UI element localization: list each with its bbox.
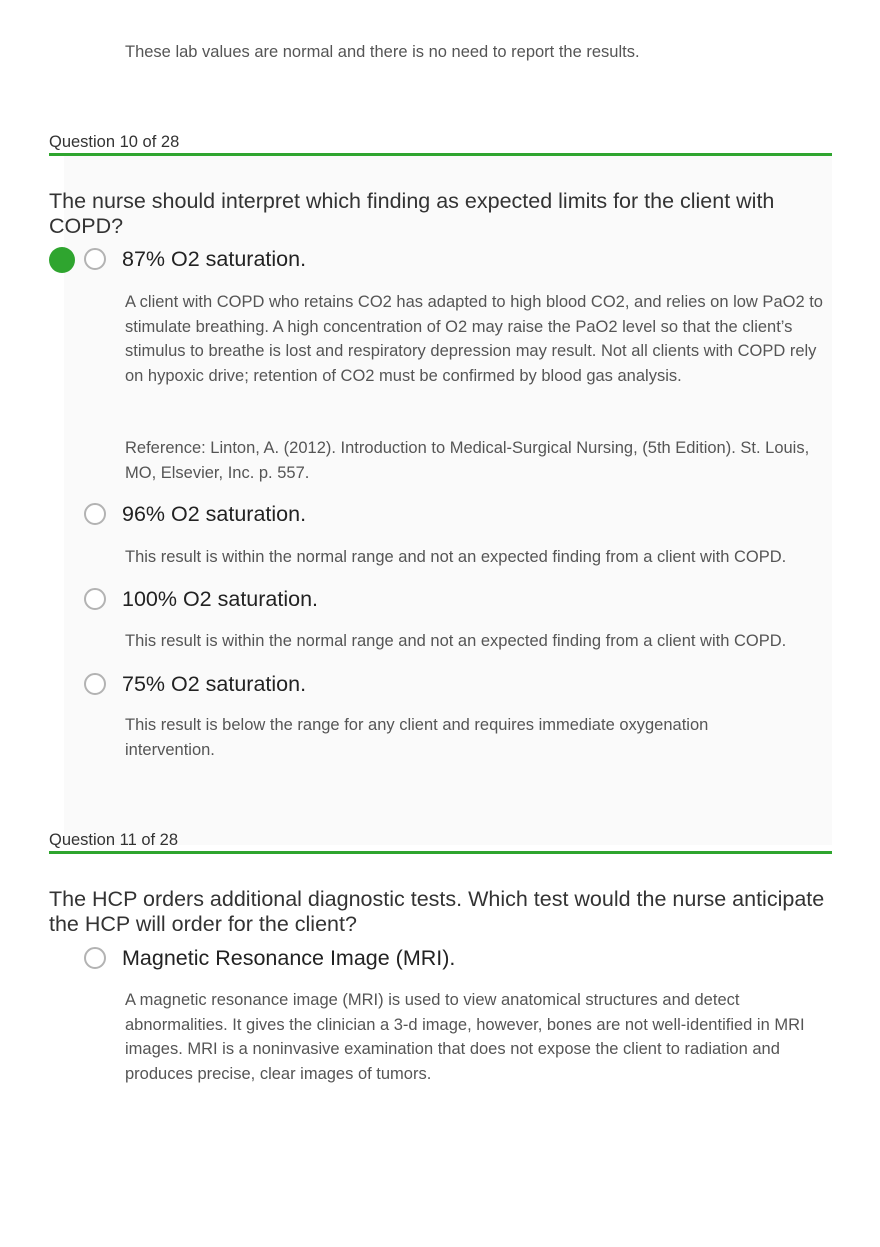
answer-choice-label: 87% O2 saturation. xyxy=(122,247,307,271)
answer-choice-2[interactable] xyxy=(49,502,829,530)
radio-button[interactable] xyxy=(84,503,106,525)
radio-button[interactable] xyxy=(84,588,106,610)
answer-choice-label: 96% O2 saturation. xyxy=(122,502,307,526)
answer-choice-1[interactable] xyxy=(49,946,829,974)
answer-choice-1-reference: Reference: Linton, A. (2012). Introduction to Medical-Surgical Nursing, (5th Edition). St. Louis, MO, Elsevier, Inc. p. 557. xyxy=(125,439,810,482)
question-counter: Question 11 of 28 xyxy=(49,831,179,849)
answer-choice-1-feedback: A client with COPD who retains CO2 has adapted to high blood CO2, and relies on low PaO2 to stimulate breathing. A high concentration of O2 may raise the PaO2 level so that the client’s stimulus to breathe is lost and respiratory depression may result. Not all clients with COPD rely on hypoxic drive; retention of CO2 must be confirmed by blood gas analysis. xyxy=(125,293,823,385)
answer-choice-4-feedback: This result is below the range for any client and requires immediate oxygenation intervention. xyxy=(125,716,709,759)
radio-button[interactable] xyxy=(84,248,106,270)
question-11-header xyxy=(49,831,832,854)
radio-button[interactable] xyxy=(84,673,106,695)
previous-answer-feedback: These lab values are normal and there is no need to report the results. xyxy=(125,43,640,61)
answer-choice-2-feedback: This result is within the normal range and not an expected finding from a client with COPD. xyxy=(125,548,787,566)
answer-choice-4[interactable] xyxy=(49,672,829,700)
answer-choice-1[interactable] xyxy=(49,247,829,275)
question-10-text: The nurse should interpret which finding as expected limits for the client with COPD? xyxy=(49,189,775,238)
radio-button[interactable] xyxy=(84,947,106,969)
answer-choice-3-feedback: This result is within the normal range and not an expected finding from a client with COPD. xyxy=(125,632,787,650)
question-11-text: The HCP orders additional diagnostic tests. Which test would the nurse anticipate the HCP will order for the client? xyxy=(49,887,825,936)
question-10-header xyxy=(49,133,832,156)
answer-choice-1-feedback: A magnetic resonance image (MRI) is used to view anatomical structures and detect abnormalities. It gives the clinician a 3-d image, however, bones are not well-identified in MRI images. MRI is a noninvasive examination that does not expose the client to radiation and produces precise, clear images of tumors. xyxy=(125,991,805,1083)
answer-choice-3[interactable] xyxy=(49,587,829,615)
answer-choice-label: Magnetic Resonance Image (MRI). xyxy=(122,946,456,970)
answer-choice-label: 75% O2 saturation. xyxy=(122,672,307,696)
correct-answer-icon xyxy=(49,247,75,273)
question-counter: Question 10 of 28 xyxy=(49,133,180,151)
answer-choice-label: 100% O2 saturation. xyxy=(122,587,319,611)
